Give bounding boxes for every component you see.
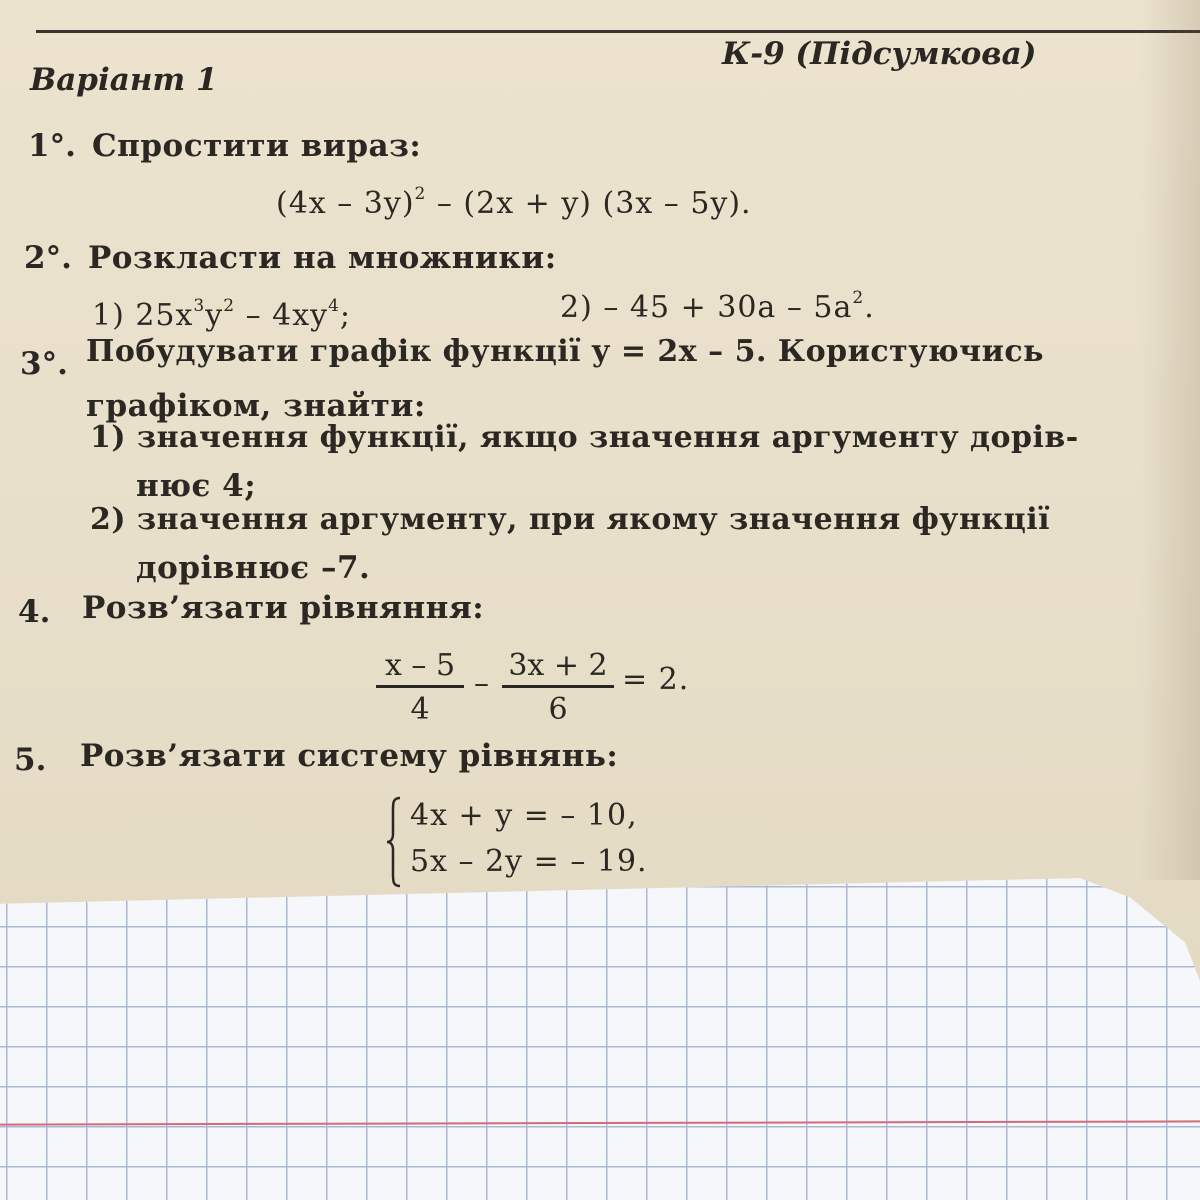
task-2-title: Розкласти на множники: [88, 240, 557, 276]
task-1-expr-part2: – (2x + y) (3x – 5y). [426, 186, 752, 221]
task-3-sub-2-line-2: дорівнює –7. [136, 550, 371, 586]
variant-heading: Варіант 1 [30, 62, 218, 98]
task-3-line-2: графіком, знайти: [86, 388, 426, 424]
task-2-item-2-exp: 2 [852, 288, 865, 308]
task-2-item-1-pre: 1) 25x [92, 298, 194, 333]
task-1-title: Спростити вираз: [92, 128, 422, 164]
grid-paper-sheet [0, 878, 1200, 1200]
task-1-number: 1°. [28, 128, 76, 164]
task-5-equation-1: 4x + y = – 10, [410, 798, 638, 833]
task-4-fraction-1 [376, 648, 464, 727]
task-2-item-2-post: . [864, 290, 875, 325]
task-5-equation-2: 5x – 2y = – 19. [410, 844, 648, 879]
fraction-2-numerator: 3x + 2 [508, 648, 608, 683]
task-4-minus: – [474, 666, 490, 701]
task-2-item-1-mid1: y [205, 298, 224, 333]
task-4-fraction-2 [502, 648, 614, 727]
task-1-expr-part1: (4x – 3y) [276, 186, 415, 221]
task-2-item-1-post: ; [339, 298, 351, 333]
task-3-sub-1-line-2: нює 4; [136, 468, 257, 504]
task-3-number: 3°. [20, 346, 68, 382]
page-shadow [1140, 0, 1200, 880]
task-2-item-1-exp1: 3 [193, 296, 206, 316]
task-3-line-1: Побудувати графік функції y = 2x – 5. Користуючись [86, 334, 1045, 369]
task-3-sub-2-line-1: 2) значення аргументу, при якому значення функції [90, 502, 1051, 537]
task-3-sub-1-line-1: 1) значення функції, якщо значення аргументу дорів- [90, 420, 1079, 455]
task-2-item-2 [560, 288, 875, 325]
fraction-1-bar [376, 685, 464, 688]
task-1-expression [276, 184, 752, 221]
test-label: К-9 (Підсумкова) [722, 36, 1037, 72]
task-5-number: 5. [14, 742, 47, 778]
fraction-2-denominator: 6 [548, 692, 568, 727]
task-2-item-1 [92, 296, 351, 333]
system-brace [386, 796, 402, 888]
task-4-number: 4. [18, 594, 51, 630]
task-1-expr-exponent: 2 [414, 184, 427, 204]
fraction-1-numerator: x – 5 [384, 648, 456, 683]
task-4-title: Розв’язати рівняння: [82, 590, 485, 626]
task-2-item-1-mid2: – 4xy [235, 298, 329, 333]
task-4-rhs: = 2. [622, 662, 690, 697]
task-2-item-2-pre: 2) – 45 + 30a – 5a [560, 290, 853, 325]
task-2-item-1-exp2: 2 [223, 296, 236, 316]
task-2-number: 2°. [24, 240, 72, 276]
fraction-1-denominator: 4 [410, 692, 430, 727]
fraction-2-bar [502, 685, 614, 688]
top-rule [36, 30, 1200, 33]
task-2-item-1-exp3: 4 [328, 296, 340, 316]
task-5-title: Розв’язати систему рівнянь: [80, 738, 619, 774]
